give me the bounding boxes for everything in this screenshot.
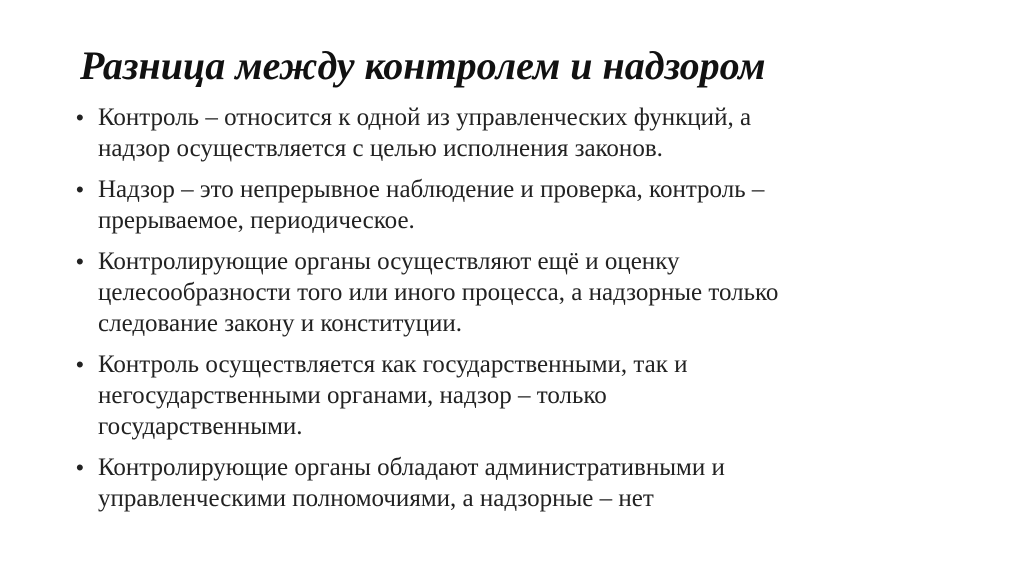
bullet-dot-icon: •: [76, 177, 84, 202]
bullet-item: [72, 246, 952, 339]
bullet-dot-icon: •: [76, 105, 84, 130]
bullet-item: [72, 174, 952, 236]
bullet-dot-icon: •: [76, 455, 84, 480]
bullet-item: [72, 349, 952, 442]
bullet-text-line: негосударственными органами, надзор – только: [98, 382, 607, 409]
bullet-text-line: целесообразности того или иного процесса, а надзорные только: [98, 279, 779, 306]
slide-title: Разница между контролем и надзором: [80, 43, 766, 88]
bullet-item: [72, 452, 952, 514]
bullet-text-line: надзор осуществляется с целью исполнения законов.: [98, 135, 663, 162]
bullet-list: [72, 102, 952, 524]
bullet-dot-icon: •: [76, 249, 84, 274]
bullet-text-line: следование закону и конституции.: [98, 310, 462, 337]
bullet-text-line: управленческими полномочиями, а надзорные – нет: [98, 485, 654, 512]
bullet-text-line: Контроль осуществляется как государственными, так и: [98, 351, 688, 378]
bullet-text-line: Контролирующие органы осуществляют ещё и оценку: [98, 248, 680, 275]
bullet-item: [72, 102, 952, 164]
bullet-text-line: прерываемое, периодическое.: [98, 207, 415, 234]
bullet-dot-icon: •: [76, 352, 84, 377]
bullet-text-line: Контроль – относится к одной из управленческих функций, а: [98, 104, 752, 131]
bullet-text-line: государственными.: [98, 413, 303, 440]
bullet-text-line: Надзор – это непрерывное наблюдение и проверка, контроль –: [98, 176, 765, 203]
bullet-text-line: Контролирующие органы обладают административными и: [98, 454, 725, 481]
